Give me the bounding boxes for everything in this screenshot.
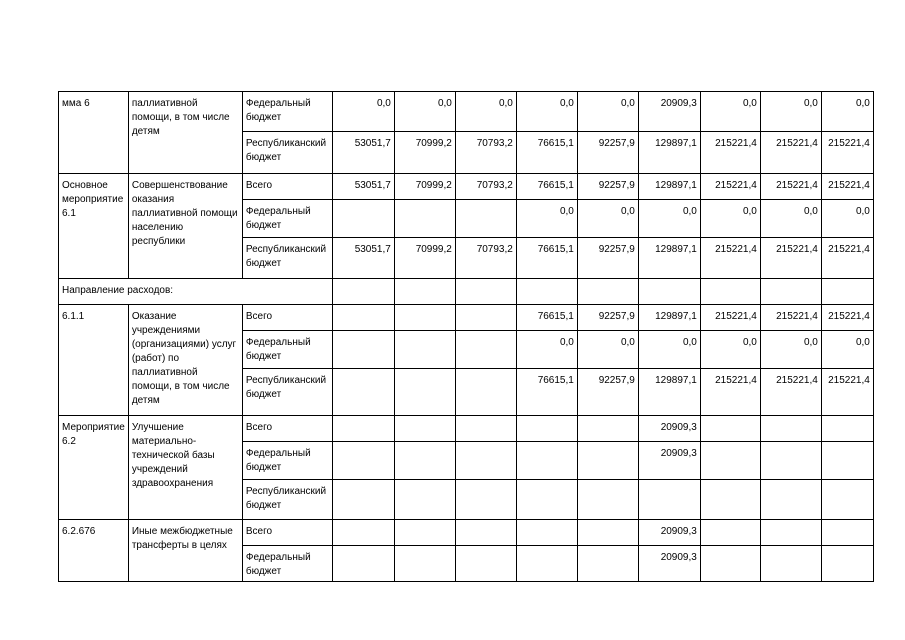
value-cell: 76615,1 bbox=[516, 174, 577, 200]
value-cell: 53051,7 bbox=[332, 132, 394, 174]
value-cell bbox=[821, 520, 873, 546]
table-row bbox=[59, 305, 874, 331]
expense-direction-label: Направление расходов: bbox=[59, 279, 333, 305]
value-cell bbox=[332, 546, 394, 582]
value-cell: 92257,9 bbox=[577, 174, 638, 200]
name-cell: Совершенствование оказания паллиативной помощи населению республики bbox=[128, 174, 242, 279]
value-cell bbox=[332, 279, 394, 305]
value-cell bbox=[332, 442, 394, 480]
value-cell: 76615,1 bbox=[516, 305, 577, 331]
value-cell bbox=[516, 480, 577, 520]
value-cell: 129897,1 bbox=[638, 369, 700, 416]
value-cell bbox=[455, 279, 516, 305]
source-cell: Всего bbox=[242, 305, 332, 331]
value-cell: 70999,2 bbox=[394, 132, 455, 174]
code-cell: Мероприятие 6.2 bbox=[59, 416, 129, 520]
name-cell: паллиативной помощи, в том числе детям bbox=[128, 92, 242, 174]
name-cell: Оказание учреждениями (организациями) услуг (работ) по паллиативной помощи, в том числе детям bbox=[128, 305, 242, 416]
budget-table bbox=[58, 91, 874, 582]
value-cell: 0,0 bbox=[760, 331, 821, 369]
value-cell: 215221,4 bbox=[700, 132, 760, 174]
source-cell: Всего bbox=[242, 416, 332, 442]
value-cell bbox=[577, 279, 638, 305]
code-cell: 6.2.676 bbox=[59, 520, 129, 582]
value-cell bbox=[394, 546, 455, 582]
value-cell: 20909,3 bbox=[638, 442, 700, 480]
value-cell: 20909,3 bbox=[638, 416, 700, 442]
value-cell: 0,0 bbox=[516, 92, 577, 132]
value-cell: 129897,1 bbox=[638, 238, 700, 279]
value-cell: 215221,4 bbox=[821, 305, 873, 331]
value-cell: 0,0 bbox=[760, 92, 821, 132]
value-cell: 215221,4 bbox=[821, 174, 873, 200]
value-cell bbox=[516, 546, 577, 582]
value-cell: 76615,1 bbox=[516, 238, 577, 279]
value-cell bbox=[332, 200, 394, 238]
value-cell bbox=[577, 546, 638, 582]
value-cell: 92257,9 bbox=[577, 238, 638, 279]
table-row bbox=[59, 174, 874, 200]
value-cell: 0,0 bbox=[577, 331, 638, 369]
value-cell: 215221,4 bbox=[760, 174, 821, 200]
value-cell bbox=[394, 279, 455, 305]
source-cell: Республиканский бюджет bbox=[242, 480, 332, 520]
value-cell bbox=[516, 520, 577, 546]
value-cell: 0,0 bbox=[577, 92, 638, 132]
value-cell: 0,0 bbox=[821, 92, 873, 132]
source-cell: Всего bbox=[242, 520, 332, 546]
value-cell: 70793,2 bbox=[455, 174, 516, 200]
source-cell: Федеральный бюджет bbox=[242, 442, 332, 480]
name-cell: Улучшение материально-технической базы учреждений здравоохранения bbox=[128, 416, 242, 520]
value-cell: 0,0 bbox=[394, 92, 455, 132]
value-cell bbox=[455, 416, 516, 442]
value-cell bbox=[760, 480, 821, 520]
value-cell: 129897,1 bbox=[638, 174, 700, 200]
value-cell bbox=[394, 480, 455, 520]
source-cell: Федеральный бюджет bbox=[242, 546, 332, 582]
code-cell: мма 6 bbox=[59, 92, 129, 174]
value-cell bbox=[455, 369, 516, 416]
value-cell bbox=[394, 520, 455, 546]
value-cell bbox=[760, 520, 821, 546]
value-cell: 215221,4 bbox=[700, 305, 760, 331]
source-cell: Республиканский бюджет bbox=[242, 238, 332, 279]
value-cell: 215221,4 bbox=[760, 132, 821, 174]
value-cell bbox=[760, 416, 821, 442]
value-cell: 0,0 bbox=[638, 331, 700, 369]
value-cell bbox=[394, 442, 455, 480]
value-cell bbox=[821, 546, 873, 582]
value-cell: 53051,7 bbox=[332, 238, 394, 279]
value-cell: 215221,4 bbox=[821, 369, 873, 416]
value-cell: 70793,2 bbox=[455, 132, 516, 174]
value-cell: 0,0 bbox=[760, 200, 821, 238]
code-cell: 6.1.1 bbox=[59, 305, 129, 416]
value-cell bbox=[760, 279, 821, 305]
value-cell bbox=[332, 480, 394, 520]
value-cell bbox=[638, 279, 700, 305]
value-cell: 215221,4 bbox=[760, 369, 821, 416]
value-cell bbox=[700, 520, 760, 546]
value-cell bbox=[821, 480, 873, 520]
value-cell bbox=[455, 546, 516, 582]
value-cell bbox=[577, 416, 638, 442]
value-cell bbox=[394, 305, 455, 331]
value-cell: 20909,3 bbox=[638, 546, 700, 582]
value-cell bbox=[700, 480, 760, 520]
value-cell: 70999,2 bbox=[394, 174, 455, 200]
value-cell bbox=[821, 416, 873, 442]
value-cell: 0,0 bbox=[455, 92, 516, 132]
value-cell bbox=[821, 279, 873, 305]
table-row bbox=[59, 279, 874, 305]
value-cell: 129897,1 bbox=[638, 132, 700, 174]
value-cell bbox=[455, 442, 516, 480]
value-cell bbox=[577, 442, 638, 480]
source-cell: Федеральный бюджет bbox=[242, 331, 332, 369]
value-cell: 92257,9 bbox=[577, 132, 638, 174]
value-cell bbox=[455, 305, 516, 331]
table-row bbox=[59, 520, 874, 546]
value-cell: 0,0 bbox=[821, 331, 873, 369]
value-cell: 215221,4 bbox=[821, 132, 873, 174]
source-cell: Федеральный бюджет bbox=[242, 200, 332, 238]
table-row bbox=[59, 416, 874, 442]
value-cell bbox=[332, 305, 394, 331]
value-cell: 76615,1 bbox=[516, 132, 577, 174]
value-cell: 215221,4 bbox=[700, 369, 760, 416]
value-cell bbox=[394, 200, 455, 238]
source-cell: Республиканский бюджет bbox=[242, 369, 332, 416]
value-cell: 0,0 bbox=[700, 200, 760, 238]
value-cell bbox=[394, 331, 455, 369]
value-cell bbox=[455, 331, 516, 369]
value-cell: 215221,4 bbox=[821, 238, 873, 279]
value-cell bbox=[760, 546, 821, 582]
code-cell: Основное мероприятие 6.1 bbox=[59, 174, 129, 279]
value-cell bbox=[455, 480, 516, 520]
value-cell: 70999,2 bbox=[394, 238, 455, 279]
value-cell: 129897,1 bbox=[638, 305, 700, 331]
value-cell: 0,0 bbox=[700, 331, 760, 369]
value-cell bbox=[332, 416, 394, 442]
value-cell bbox=[332, 369, 394, 416]
name-cell: Иные межбюджетные трансферты в целях bbox=[128, 520, 242, 582]
value-cell bbox=[332, 520, 394, 546]
value-cell: 0,0 bbox=[577, 200, 638, 238]
value-cell: 215221,4 bbox=[760, 305, 821, 331]
value-cell bbox=[577, 480, 638, 520]
value-cell bbox=[516, 279, 577, 305]
value-cell: 215221,4 bbox=[700, 238, 760, 279]
value-cell: 0,0 bbox=[700, 92, 760, 132]
table-row bbox=[59, 92, 874, 132]
value-cell bbox=[455, 200, 516, 238]
value-cell bbox=[700, 442, 760, 480]
value-cell: 0,0 bbox=[332, 92, 394, 132]
value-cell: 92257,9 bbox=[577, 305, 638, 331]
value-cell: 20909,3 bbox=[638, 520, 700, 546]
value-cell bbox=[638, 480, 700, 520]
value-cell bbox=[516, 442, 577, 480]
value-cell: 0,0 bbox=[638, 200, 700, 238]
value-cell bbox=[516, 416, 577, 442]
source-cell: Республиканский бюджет bbox=[242, 132, 332, 174]
value-cell: 0,0 bbox=[516, 200, 577, 238]
value-cell: 0,0 bbox=[516, 331, 577, 369]
value-cell bbox=[760, 442, 821, 480]
value-cell bbox=[394, 416, 455, 442]
value-cell bbox=[700, 416, 760, 442]
source-cell: Федеральный бюджет bbox=[242, 92, 332, 132]
value-cell bbox=[577, 520, 638, 546]
value-cell: 76615,1 bbox=[516, 369, 577, 416]
value-cell: 0,0 bbox=[821, 200, 873, 238]
value-cell bbox=[700, 546, 760, 582]
value-cell: 70793,2 bbox=[455, 238, 516, 279]
value-cell: 20909,3 bbox=[638, 92, 700, 132]
value-cell: 53051,7 bbox=[332, 174, 394, 200]
value-cell bbox=[455, 520, 516, 546]
value-cell: 92257,9 bbox=[577, 369, 638, 416]
value-cell bbox=[394, 369, 455, 416]
value-cell: 215221,4 bbox=[700, 174, 760, 200]
value-cell: 215221,4 bbox=[760, 238, 821, 279]
value-cell bbox=[332, 331, 394, 369]
source-cell: Всего bbox=[242, 174, 332, 200]
value-cell bbox=[700, 279, 760, 305]
value-cell bbox=[821, 442, 873, 480]
